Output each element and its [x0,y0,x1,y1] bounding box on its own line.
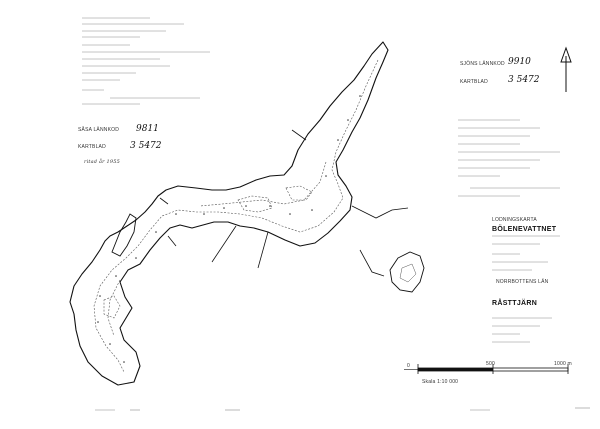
title-heading: LODNINGSKARTA [492,217,537,223]
north-arrow-icon [561,48,571,92]
lake-name: BÖLENEVATTNET [492,226,557,233]
left-code-label: SÅSA LÄNNKOD [78,127,120,133]
right-sheet-value: 3 5472 [508,75,540,85]
right-code-label: SJÖNS LÄNNKOD [460,61,505,67]
depth-contours [94,60,378,372]
left-code-value: 9811 [136,124,159,134]
streams [160,130,408,276]
lake-shoreline [70,42,388,385]
east-pond [390,252,424,292]
right-code-value: 9910 [508,57,531,67]
scale-tick-mid: 500 [486,361,495,367]
scale-tick-right: 1000 m [554,361,572,367]
scale-caption: Skala 1:10 000 [422,379,459,385]
west-bay [112,214,136,256]
soundings [97,95,361,363]
scale-tick-left: 0 [407,363,410,369]
left-text-rows [82,18,210,104]
title-subtitle: NORRBOTTENS LÄN [496,279,549,285]
left-footnote: ritad år 1955 [84,159,121,165]
left-sheet-label: KARTBLAD [78,144,106,150]
river-label: RÅSTTJÄRN [492,300,538,307]
left-sheet-value: 3 5472 [130,141,162,151]
bottom-margin-marks [95,408,590,410]
east-pond-contour [400,264,416,282]
right-sheet-label: KARTBLAD [460,79,488,85]
